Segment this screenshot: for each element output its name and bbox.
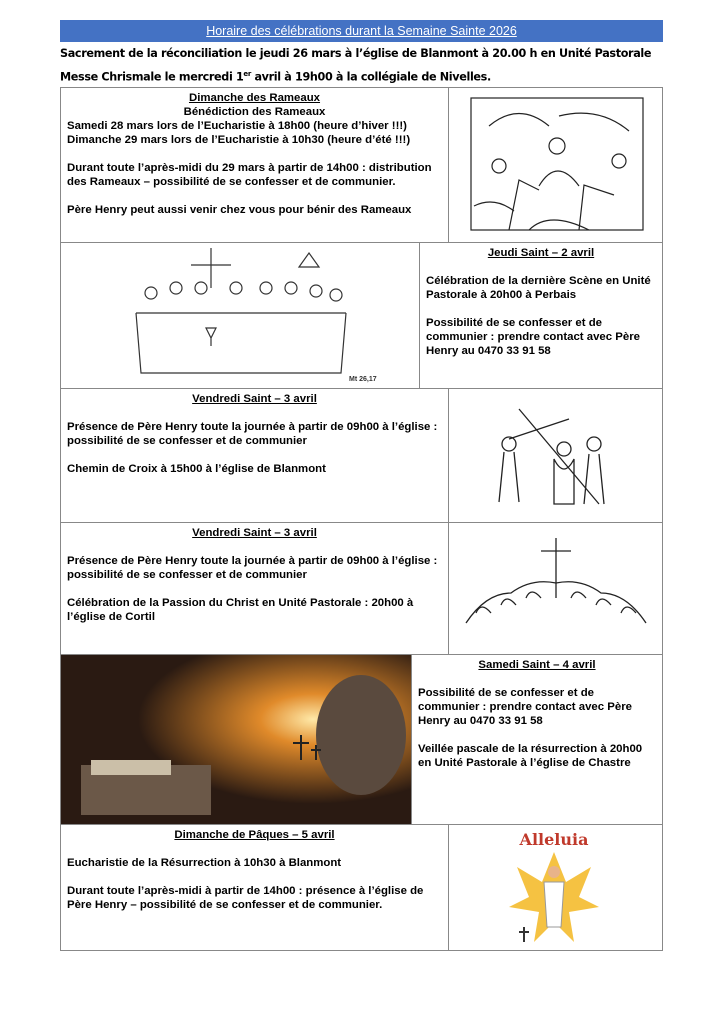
rameaux-text xyxy=(61,88,448,242)
section-subheading: Bénédiction des Rameaux xyxy=(183,106,326,118)
samedi-row xyxy=(60,654,663,825)
last-supper-image xyxy=(61,243,419,388)
text-line: Samedi 28 mars lors de l’Eucharistie à 18h00 (heure d’hiver !!!) xyxy=(67,120,407,132)
vendredi-text-2 xyxy=(61,523,448,654)
paragraph: Durant toute l’après-midi du 29 mars à partir de 14h00 : distribution des Rameaux – possibilité de se confesser et de communier. xyxy=(67,162,432,188)
section-heading: Samedi Saint – 4 avril xyxy=(478,659,596,671)
section-heading: Dimanche de Pâques – 5 avril xyxy=(174,829,335,841)
paragraph: Présence de Père Henry toute la journée à partir de 09h00 à l’église : possibilité de se confesser et de communier xyxy=(67,555,438,581)
resurrection-image xyxy=(448,825,662,950)
empty-tomb-image xyxy=(61,655,411,824)
paragraph: Célébration de la dernière Scène en Unité Pastorale à 20h00 à Perbais xyxy=(426,275,651,301)
chrismale-line xyxy=(60,64,700,88)
vendredi-row-1 xyxy=(60,388,663,523)
paques-row xyxy=(60,824,663,951)
paragraph: Possibilité de se confesser et de communier : prendre contact avec Père Henry au 0470 33 91 58 xyxy=(418,687,632,727)
alleluia-text: Alleluia xyxy=(519,830,589,849)
way-of-cross-image xyxy=(448,389,662,522)
section-heading: Vendredi Saint – 3 avril xyxy=(192,393,317,405)
paragraph: Eucharistie de la Résurrection à 10h30 à Blanmont xyxy=(67,857,342,869)
document-title: Horaire des célébrations durant la Semaine Sainte 2026 xyxy=(60,20,663,42)
text-line: Dimanche 29 mars lors de l’Eucharistie à 10h30 (heure d’été !!!) xyxy=(67,134,411,146)
samedi-text xyxy=(411,655,662,824)
paragraph: Veillée pascale de la résurrection à 20h00 en Unité Pastorale à l’église de Chastre xyxy=(418,743,643,769)
paragraph: Célébration de la Passion du Christ en Unité Pastorale : 20h00 à l’église de Cortil xyxy=(67,597,414,623)
rameaux-row xyxy=(60,87,663,243)
paragraph: Durant toute l’après-midi à partir de 14h00 : présence à l’église de Père Henry – possibilité de se confesser et de communier. xyxy=(67,885,424,911)
superscript: er xyxy=(243,70,251,78)
section-heading: Jeudi Saint – 2 avril xyxy=(487,247,595,259)
vendredi-row-2 xyxy=(60,522,663,655)
intro xyxy=(60,44,700,88)
paragraph: Présence de Père Henry toute la journée à partir de 09h00 à l’église : possibilité de se confesser et de communier xyxy=(67,421,438,447)
paragraph: Père Henry peut aussi venir chez vous pour bénir des Rameaux xyxy=(67,204,412,216)
reconciliation-line: Sacrement de la réconciliation le jeudi 26 mars à l’église de Blanmont à 20.00 h en Unité Pastorale xyxy=(60,47,652,60)
chrismale-text-end: avril à 19h00 à la collégiale de Nivelles. xyxy=(250,70,491,84)
crucifixion-image xyxy=(448,523,662,654)
chrismale-text: Messe Chrismale le mercredi 1 xyxy=(60,70,244,84)
jeudi-row xyxy=(60,242,663,389)
palm-sunday-image xyxy=(448,88,662,242)
section-heading: Vendredi Saint – 3 avril xyxy=(192,527,317,539)
vendredi-text-1 xyxy=(61,389,448,522)
jeudi-text xyxy=(419,243,662,388)
paragraph: Chemin de Croix à 15h00 à l’église de Blanmont xyxy=(67,463,326,475)
section-heading: Dimanche des Rameaux xyxy=(188,92,321,104)
paques-text xyxy=(61,825,448,950)
image-caption: Mt 26,17 xyxy=(349,376,377,383)
paragraph: Possibilité de se confesser et de communier : prendre contact avec Père Henry au 0470 33 91 58 xyxy=(426,317,640,357)
